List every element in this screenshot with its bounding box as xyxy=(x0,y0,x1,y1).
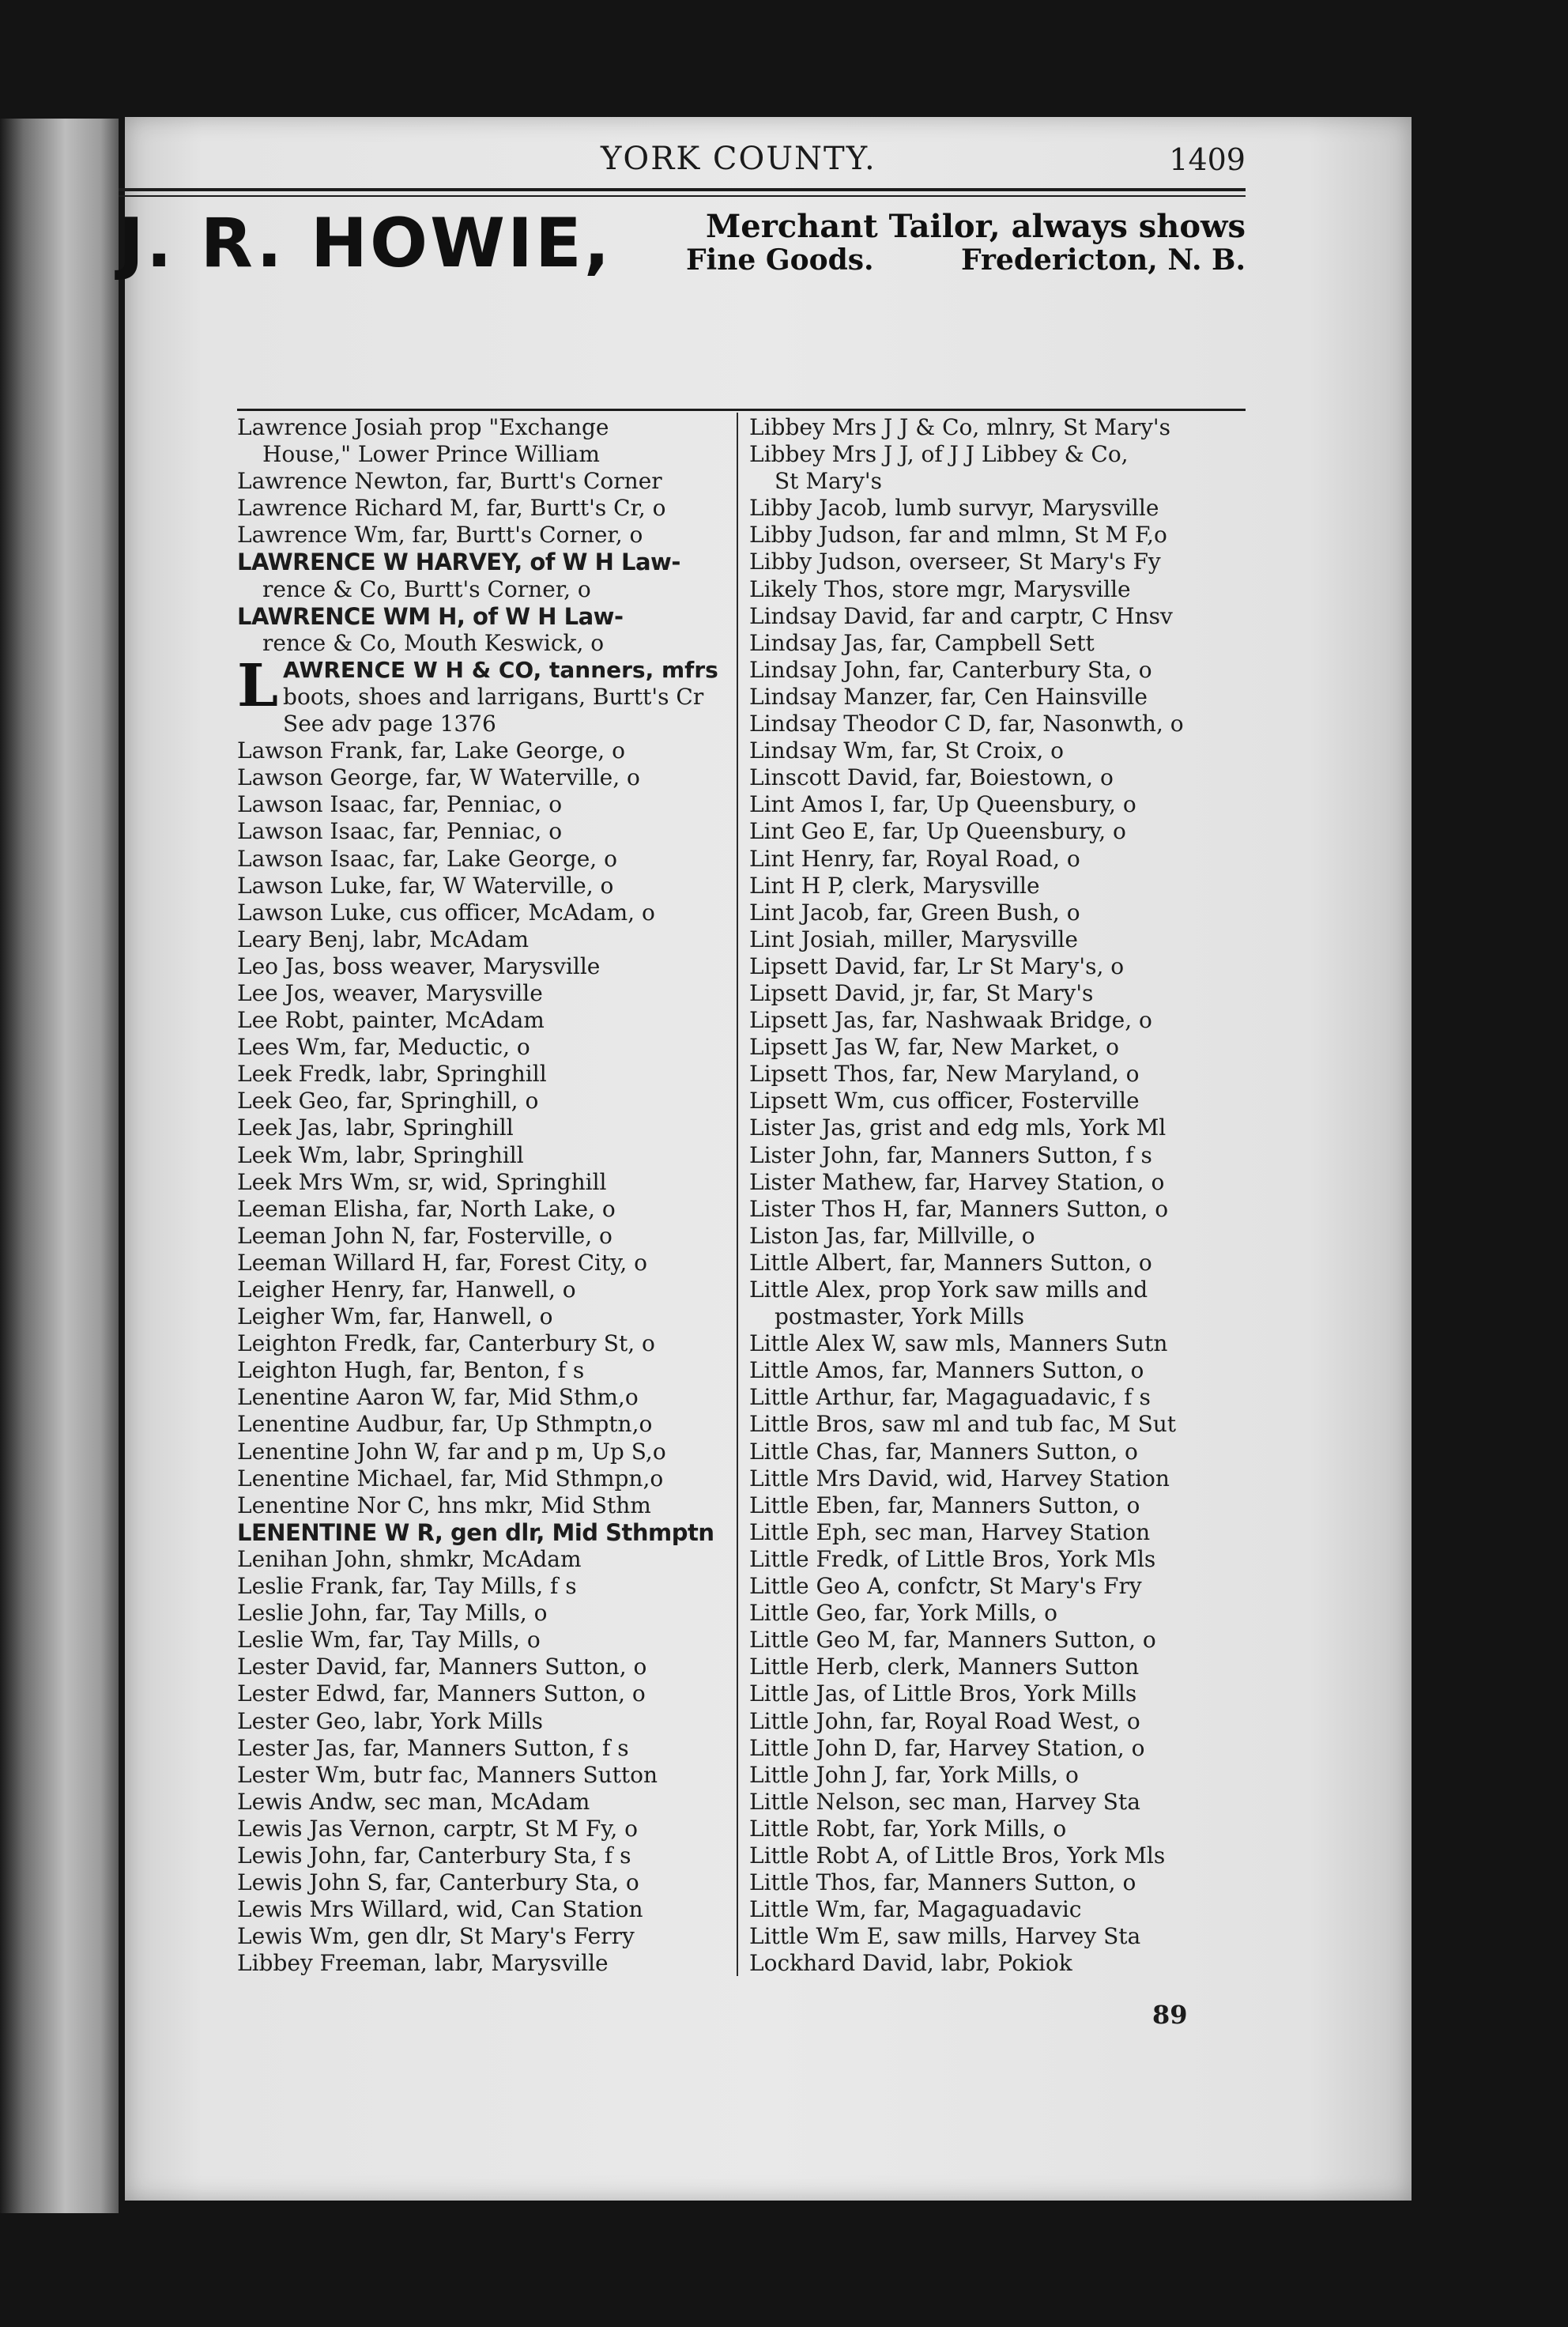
list-item: Little Wm, far, Magaguadavic xyxy=(749,1896,1082,1923)
list-item: Little Alex, prop York saw mills and xyxy=(749,1277,1148,1303)
list-item: Libby Jacob, lumb survyr, Marysville xyxy=(749,495,1159,522)
list-item: Lindsay Wm, far, St Croix, o xyxy=(749,737,1064,764)
list-item: Leek Jas, labr, Springhill xyxy=(237,1114,514,1141)
list-item: Little Robt, far, York Mills, o xyxy=(749,1815,1067,1842)
advertiser-tagline: Merchant Tailor, always shows xyxy=(706,208,1246,245)
left-column xyxy=(237,414,727,1977)
ad-rule xyxy=(237,409,1246,411)
list-item: Libby Judson, overseer, St Mary's Fy xyxy=(749,549,1161,575)
list-item: Lint Henry, far, Royal Road, o xyxy=(749,845,1080,872)
list-item: Lester David, far, Manners Sutton, o xyxy=(237,1654,647,1680)
list-item: Lawson George, far, W Waterville, o xyxy=(237,764,640,791)
list-item: Lipsett Wm, cus officer, Fosterville xyxy=(749,1088,1140,1114)
list-item: Lenentine Aaron W, far, Mid Sthm,o xyxy=(237,1384,639,1411)
list-item: Little Amos, far, Manners Sutton, o xyxy=(749,1357,1144,1384)
list-item: LENENTINE W R, gen dlr, Mid Sthmptn xyxy=(237,1518,714,1546)
list-item: Lawson Luke, far, W Waterville, o xyxy=(237,872,614,899)
list-item: Little John, far, Royal Road West, o xyxy=(749,1707,1140,1734)
list-item: House," Lower Prince William xyxy=(262,441,600,468)
list-item: Lister Jas, grist and edg mls, York Ml xyxy=(749,1114,1167,1141)
list-item: Leigher Wm, far, Hanwell, o xyxy=(237,1303,553,1330)
header-rule-thin xyxy=(119,195,1246,197)
list-item: Little Geo M, far, Manners Sutton, o xyxy=(749,1627,1156,1654)
list-item: Leslie Wm, far, Tay Mills, o xyxy=(237,1627,541,1654)
list-item: Lipsett Thos, far, New Maryland, o xyxy=(749,1061,1140,1088)
list-item: Lindsay Jas, far, Campbell Sett xyxy=(749,629,1095,656)
list-item: Lawson Frank, far, Lake George, o xyxy=(237,737,625,764)
list-item: Leighton Hugh, far, Benton, f s xyxy=(237,1357,585,1384)
list-item: Little Eben, far, Manners Sutton, o xyxy=(749,1492,1140,1518)
list-item: Little Alex W, saw mls, Manners Sutn xyxy=(749,1330,1168,1357)
list-item: Libbey Mrs J J, of J J Libbey & Co, xyxy=(749,441,1129,468)
list-item: Lawson Luke, cus officer, McAdam, o xyxy=(237,899,655,926)
list-item: Leighton Fredk, far, Canterbury St, o xyxy=(237,1330,655,1357)
list-item: Leigher Henry, far, Hanwell, o xyxy=(237,1277,576,1303)
list-item: Lenentine Michael, far, Mid Sthmpn,o xyxy=(237,1465,664,1492)
list-item: Lewis Jas Vernon, carptr, St M Fy, o xyxy=(237,1815,639,1842)
list-item: Little Arthur, far, Magaguadavic, f s xyxy=(749,1384,1151,1411)
list-item: Leek Mrs Wm, sr, wid, Springhill xyxy=(237,1168,607,1195)
list-item: Lint Jacob, far, Green Bush, o xyxy=(749,899,1080,926)
list-item: Lenentine Nor C, hns mkr, Mid Sthm xyxy=(237,1492,651,1518)
list-item: St Mary's xyxy=(775,468,882,495)
list-item: Lister Mathew, far, Harvey Station, o xyxy=(749,1168,1165,1195)
list-item: Lewis John, far, Canterbury Sta, f s xyxy=(237,1842,631,1869)
list-item: Lewis Mrs Willard, wid, Can Station xyxy=(237,1896,643,1923)
advertisement-banner xyxy=(119,204,1246,402)
list-item: Libbey Freeman, labr, Marysville xyxy=(237,1950,609,1977)
list-item: Lawrence Newton, far, Burtt's Corner xyxy=(237,468,662,495)
county-heading: YORK COUNTY. xyxy=(601,141,876,177)
list-item: Lint Geo E, far, Up Queensbury, o xyxy=(749,818,1126,845)
list-item: Lint Josiah, miller, Marysville xyxy=(749,926,1078,952)
list-item: See adv page 1376 xyxy=(283,711,496,737)
list-item: Lester Geo, labr, York Mills xyxy=(237,1707,543,1734)
list-item: Little John J, far, York Mills, o xyxy=(749,1761,1079,1788)
list-item: Lee Robt, painter, McAdam xyxy=(237,1007,545,1034)
list-item: Libbey Mrs J J & Co, mlnry, St Mary's xyxy=(749,414,1170,440)
list-item: Lawson Isaac, far, Penniac, o xyxy=(237,791,563,818)
list-item: Lindsay John, far, Canterbury Sta, o xyxy=(749,656,1152,683)
list-item: Little Albert, far, Manners Sutton, o xyxy=(749,1249,1152,1276)
list-item: Lester Jas, far, Manners Sutton, f s xyxy=(237,1734,629,1761)
advertiser-name: J. R. HOWIE, xyxy=(119,204,612,283)
list-item: LAWRENCE WM H, of W H Law- xyxy=(237,602,624,630)
list-item: Lawson Isaac, far, Penniac, o xyxy=(237,818,563,845)
list-item: Leek Geo, far, Springhill, o xyxy=(237,1088,539,1114)
signature-mark: 89 xyxy=(1152,2000,1188,2030)
list-item: Little Robt A, of Little Bros, York Mls xyxy=(749,1842,1166,1869)
list-item: Lint H P, clerk, Marysville xyxy=(749,872,1040,899)
running-head xyxy=(119,141,1246,188)
list-item: Lawrence Josiah prop "Exchange xyxy=(237,414,609,440)
list-item: Leo Jas, boss weaver, Marysville xyxy=(237,952,601,979)
entry-text: AWRENCE W H & CO, tanners, mfrs xyxy=(283,656,718,683)
list-item: Lee Jos, weaver, Marysville xyxy=(237,979,543,1006)
list-item: Lawson Isaac, far, Lake George, o xyxy=(237,845,617,872)
list-item: rence & Co, Burtt's Corner, o xyxy=(262,575,591,602)
list-item: Lipsett Jas, far, Nashwaak Bridge, o xyxy=(749,1007,1152,1034)
list-item: Likely Thos, store mgr, Marysville xyxy=(749,575,1131,602)
advertiser-goods: Fine Goods. xyxy=(686,243,874,277)
list-item: boots, shoes and larrigans, Burtt's Cr xyxy=(283,683,704,710)
facing-page-edge xyxy=(0,119,119,2213)
list-item: Leek Fredk, labr, Springhill xyxy=(237,1061,547,1088)
list-item: Lewis Wm, gen dlr, St Mary's Ferry xyxy=(237,1923,635,1950)
list-item: Little Geo A, confctr, St Mary's Fry xyxy=(749,1573,1142,1600)
list-item: Liston Jas, far, Millville, o xyxy=(749,1222,1035,1249)
list-item: Lindsay Theodor C D, far, Nasonwth, o xyxy=(749,711,1184,737)
list-item: Lester Edwd, far, Manners Sutton, o xyxy=(237,1680,646,1707)
list-item: Leeman Elisha, far, North Lake, o xyxy=(237,1195,616,1222)
list-item: Little Jas, of Little Bros, York Mills xyxy=(749,1680,1137,1707)
list-item: Little Nelson, sec man, Harvey Sta xyxy=(749,1788,1140,1815)
drop-cap: L xyxy=(237,651,279,720)
list-item: Little Fredk, of Little Bros, York Mls xyxy=(749,1545,1156,1572)
list-item: Lipsett David, jr, far, St Mary's xyxy=(749,979,1094,1006)
list-item: Lawrence Richard M, far, Burtt's Cr, o xyxy=(237,495,666,522)
list-item: Lester Wm, butr fac, Manners Sutton xyxy=(237,1761,658,1788)
list-item: Little Thos, far, Manners Sutton, o xyxy=(749,1869,1136,1896)
list-item: Leek Wm, labr, Springhill xyxy=(237,1141,524,1168)
list-item: Little Herb, clerk, Manners Sutton xyxy=(749,1654,1140,1680)
list-item: Little Wm E, saw mills, Harvey Sta xyxy=(749,1923,1141,1950)
list-item: Lister John, far, Manners Sutton, f s xyxy=(749,1141,1152,1168)
right-column xyxy=(749,414,1246,1977)
list-item: Lint Amos I, far, Up Queensbury, o xyxy=(749,791,1136,818)
list-item: Lenentine John W, far and p m, Up S,o xyxy=(237,1438,666,1465)
column-divider xyxy=(737,413,738,1976)
list-item: Lawrence Wm, far, Burtt's Corner, o xyxy=(237,522,643,549)
list-item: Lewis John S, far, Canterbury Sta, o xyxy=(237,1869,639,1896)
list-item: Little Mrs David, wid, Harvey Station xyxy=(749,1465,1170,1492)
list-item: Little Bros, saw ml and tub fac, M Sut xyxy=(749,1411,1177,1438)
list-item: Lewis Andw, sec man, McAdam xyxy=(237,1788,590,1815)
list-item: Lockhard David, labr, Pokiok xyxy=(749,1950,1072,1977)
list-item: Leeman Willard H, far, Forest City, o xyxy=(237,1249,647,1276)
list-item: rence & Co, Mouth Keswick, o xyxy=(262,629,605,656)
advertiser-city: Fredericton, N. B. xyxy=(961,243,1246,277)
list-item: LAWRENCE W HARVEY, of W H Law- xyxy=(237,549,680,576)
list-item: Leslie Frank, far, Tay Mills, f s xyxy=(237,1573,577,1600)
list-item: Little Geo, far, York Mills, o xyxy=(749,1600,1057,1627)
list-item: Linscott David, far, Boiestown, o xyxy=(749,764,1114,791)
list-item: Leeman John N, far, Fosterville, o xyxy=(237,1222,612,1249)
list-item: Lipsett Jas W, far, New Market, o xyxy=(749,1034,1119,1061)
list-item: Lenihan John, shmkr, McAdam xyxy=(237,1545,582,1572)
header-rule-thick xyxy=(119,188,1246,191)
list-item: Lindsay Manzer, far, Cen Hainsville xyxy=(749,683,1148,710)
list-item: Little John D, far, Harvey Station, o xyxy=(749,1734,1145,1761)
list-item: Leslie John, far, Tay Mills, o xyxy=(237,1600,548,1627)
list-item: Libby Judson, far and mlmn, St M F,o xyxy=(749,522,1167,549)
page-number: 1409 xyxy=(1169,142,1246,177)
list-item: Little Chas, far, Manners Sutton, o xyxy=(749,1438,1138,1465)
list-item: Lenentine Audbur, far, Up Sthmptn,o xyxy=(237,1411,653,1438)
list-item: Lees Wm, far, Meductic, o xyxy=(237,1034,530,1061)
list-item: Leary Benj, labr, McAdam xyxy=(237,926,530,952)
list-item: postmaster, York Mills xyxy=(775,1303,1025,1330)
list-item: Lipsett David, far, Lr St Mary's, o xyxy=(749,952,1125,979)
list-item: Lister Thos H, far, Manners Sutton, o xyxy=(749,1195,1169,1222)
list-item: Little Eph, sec man, Harvey Station xyxy=(749,1518,1151,1545)
list-item: Lindsay David, far and carptr, C Hnsv xyxy=(749,602,1173,629)
